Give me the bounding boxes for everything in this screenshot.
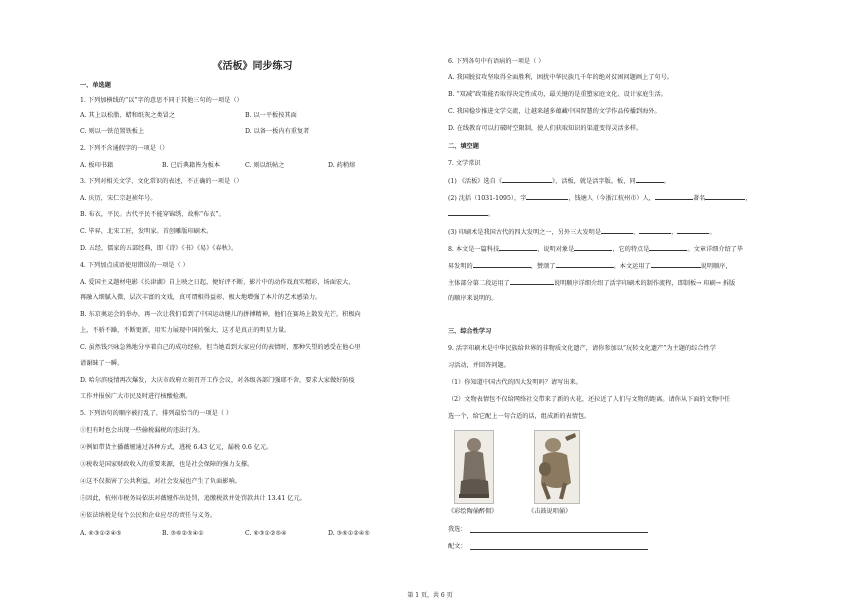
caption-drunk-figurine: 《彩绘陶俑醉佣》 [448,508,498,515]
q9-part-1: （1）你知道中国古代的四大发明吗？请写出来。 [448,379,582,386]
q4-option-d-line1[interactable]: D. 哈尔滨疫情再次爆发，大庆市政府立刻召开工作会议，对各级各部门强耶不舍，要求大家做好防疫 [80,377,355,384]
drum-storyteller-image [534,430,580,504]
page-title: 《活板》同步练习 [212,61,293,72]
q4-option-c-line2: 谱谢昧了一瞬。 [80,360,124,367]
q8-line-1 [448,244,743,254]
q8-text: 。本文运用了 [613,263,651,270]
q7-2-text-b: ，钱塘人（今浙江杭州市）人， [568,195,655,202]
q5-option-a[interactable]: A. ⑥③①②④⑤ [80,530,122,537]
q5-sentence-2: ②例如带货主播薇娅通过各种方式，逃税 6.43 亿元，漏税 0.6 亿元。 [80,444,273,451]
q8-text: 说明顺序详细介绍了活字印刷术的制作流程，即制板→ 印刷→ 拆版 [553,280,736,287]
blank-input[interactable] [651,261,701,268]
q2-stem: 2. 下列不含通假字的一项是（） [80,145,169,152]
q8-line-2 [448,261,732,271]
q4-option-d-line2: 工作并报侯广大市民及时进行核酸检测。 [80,393,192,400]
q7-part-1 [448,176,670,186]
blank-input[interactable] [677,227,709,234]
q6-option-b[interactable]: B. “双减”政策能否取得决定性成功，最关键的是重塑家庭文化、设计家庭生活。 [448,91,667,98]
q7-2-text-c: 著名 [692,195,706,202]
q4-stem: 4. 下列加点成语使用错误的一项是（ ） [80,262,189,269]
q8-text: ，它的特点是 [612,246,650,253]
q8-text: 。文章详细介绍了毕 [687,246,744,253]
q8-text: 说明顺序， [700,263,732,270]
section-single-choice: 一、单选题 [80,82,111,89]
q7-1-text-c: 。 [663,178,670,185]
q1-stem: 1. 下列加横线的“以”字的意思不同于其他三句的一项是（） [80,97,243,104]
q5-option-d[interactable]: D. ③⑥①②④⑤ [328,530,370,537]
caption-label: 配文： [448,543,467,550]
q8-text: ，说明对象是 [537,246,575,253]
q9-part-2-line1: （2）文物表情包不仅给网络社交带来了新的火花，还拉近了人们与文物的距离。请你从下面的文物中任 [448,396,731,403]
q9-part-2-line2: 选一个，给它配上一句合适的话，组成新的表情包。 [448,413,591,420]
q9-line-1: 9. 活字印刷术是中华民族给世界的非物质文化遗产，请你参加以“玩转文化遗产”为主题的综合性学 [448,345,716,352]
blank-input[interactable] [574,244,612,251]
q8-text: 昇发明的 [448,263,473,270]
q8-line-3 [448,278,735,288]
q4-option-c-line1[interactable]: C. 虽然钱兴咏急熟地分享着自己的成功经验，但当她看到大家应付的表情时，那种失望的感受在他心里 [80,344,361,351]
q8-text: 8. 本文是一篇科技 [448,246,500,253]
blank-input[interactable] [639,227,671,234]
q5-stem: 5. 下列语句的顺序被打乱了，排列最恰当的一项是（ ） [80,410,233,417]
blank-input[interactable] [556,261,614,268]
q5-option-b[interactable]: B. ③⑥②⑤④① [162,530,204,537]
q7-stem: 7. 文学常识 [448,160,481,167]
q8-text: 主体部分第二段运用了 [448,280,510,287]
section-fill-in: 二、填空题 [448,143,479,150]
q6-stem: 6. 下列各句中有语病的一项是（ ） [448,58,545,65]
caption-drum-storyteller: 《击鼓说唱俑》 [528,508,572,515]
blank-input[interactable] [636,176,664,183]
q7-1-text-b: 》，活板，就是活字版。板，同 [552,178,636,185]
q4-option-a-line1[interactable]: A. 爱国主义题材电影《长津湖》自上映之日起，便好评不断，影片中的动作戏真实精彩，场面宏大， [80,279,355,286]
blank-input[interactable] [473,261,531,268]
q9-line-2: 习活动，并回答问题。 [448,362,510,369]
q7-part-2 [448,193,752,203]
q7-1-text-a: (1) 《活板》选自《 [448,178,503,185]
q8-text: ，赞颂了 [530,263,556,270]
q7-3-text-d: 。 [709,229,716,236]
q7-3-text-c: 、 [671,229,678,236]
q2-option-c[interactable]: C. 则以纸帖之 [245,162,285,169]
q2-option-a[interactable]: A. 板印书籍 [80,162,114,169]
q5-sentence-4: ④这不仅损害了公共利益，对社会发展也产生了负面影响。 [80,478,241,485]
q7-2-text-d: ， [745,195,752,202]
caption-answer-line[interactable] [470,549,648,550]
q7-part-3 [448,227,716,237]
q5-option-c[interactable]: C. ⑥③①②⑤④ [245,530,287,537]
q3-option-c[interactable]: C. 毕昇，北宋工匠，发明家。首创雕版印刷术。 [80,228,213,235]
q4-option-b-line2: 上，不骄不躁，不断更新，用实力展现中国的强大，这才是真正的明星力量。 [80,327,291,334]
q3-option-b[interactable]: B. 布衣，平民。古代平民不能穿锦绣，故称“布衣”。 [80,211,225,218]
q1-option-b[interactable]: B. 以一平板按其面 [245,112,297,119]
q7-part-2-cont [448,209,494,219]
q1-option-c[interactable]: C. 则以一铁范置铁板上 [80,128,145,135]
q3-option-a[interactable]: A. 庆历，宋仁宗赵祯年号。 [80,195,157,202]
drunk-figurine-image [454,430,494,504]
q4-option-a-line2: 再融入细腻入微，层次丰富的文戏，真可谓相得益彰，极大地增强了本片的艺术感染力。 [80,294,322,301]
blank-input[interactable] [448,209,488,216]
q2-option-d[interactable]: D. 药稍熔 [328,162,356,169]
q6-option-c[interactable]: C. 我国稳步推进文学交流，让越来越多蕴藏中国智慧的文学作品传播到海外。 [448,108,661,115]
q3-option-d[interactable]: D. 五经，儒家的五部经典，即《诗》《书》《易》《春秋》。 [80,245,238,252]
q5-sentence-1: ①但有时也会出现一些偷税漏税的违法行为。 [80,427,204,434]
q6-option-d[interactable]: D. 在线教育可以打破时空限制，使人们获取知识的渠道变得灵活多样。 [448,125,643,132]
blank-input[interactable] [705,193,745,200]
q5-sentence-6: ⑥依法纳税是每个公民和企业应尽的责任与义务。 [80,512,217,519]
q3-stem: 3. 下列对相关文学、文化常识的表述，不正确的一项是（） [80,178,243,185]
blank-input[interactable] [526,193,568,200]
q6-option-a[interactable]: A. 我国脱贫攻坚取得全面胜利，困扰中华民族几千年的绝对贫困问题画上了句号。 [448,74,673,81]
q4-option-b-line1[interactable]: B. 东京奥运会的举办，再一次让我们看到了中国运动健儿的拼搏精神，他们在赛场上散发光芒，积极向 [80,311,361,318]
blank-input[interactable] [502,176,552,183]
blank-input[interactable] [655,193,693,200]
q7-3-text-b: 、 [633,229,640,236]
page-footer: 第 1 页，共 6 页 [407,592,453,599]
blank-input[interactable] [499,244,537,251]
blank-input[interactable] [649,244,687,251]
section-comprehensive: 三、综合性学习 [448,328,492,335]
q5-sentence-3: ③税收是国家财政收入的重要来源，也是社会保障的强力支撑。 [80,461,254,468]
blank-input[interactable] [601,227,633,234]
q7-2-text-a: (2) 沈括（1031-1095），字 [448,195,527,202]
q8-line-4: 的顺序来说明的。 [448,295,498,302]
q7-3-text-a: (3) 印刷术是我国古代的四大发明之一，另外三大发明是 [448,229,602,236]
q1-option-d[interactable]: D. 以备一板内有重复者 [245,128,310,135]
q2-option-b[interactable]: B. 已后典籍皆为板本 [162,162,220,169]
choose-label: 我选： [448,526,467,533]
blank-input[interactable] [510,278,554,285]
q7-2-text-e: 。 [488,211,495,218]
q1-option-a[interactable]: A. 其上以松脂、蜡和纸灰之类冒之 [80,112,176,119]
q5-sentence-5: ⑤因此，杭州市税务局依法对薇娅作出处罚，追缴税款并处罚款共计 13.41 亿元。 [80,495,306,502]
choose-answer-line[interactable] [470,532,648,533]
